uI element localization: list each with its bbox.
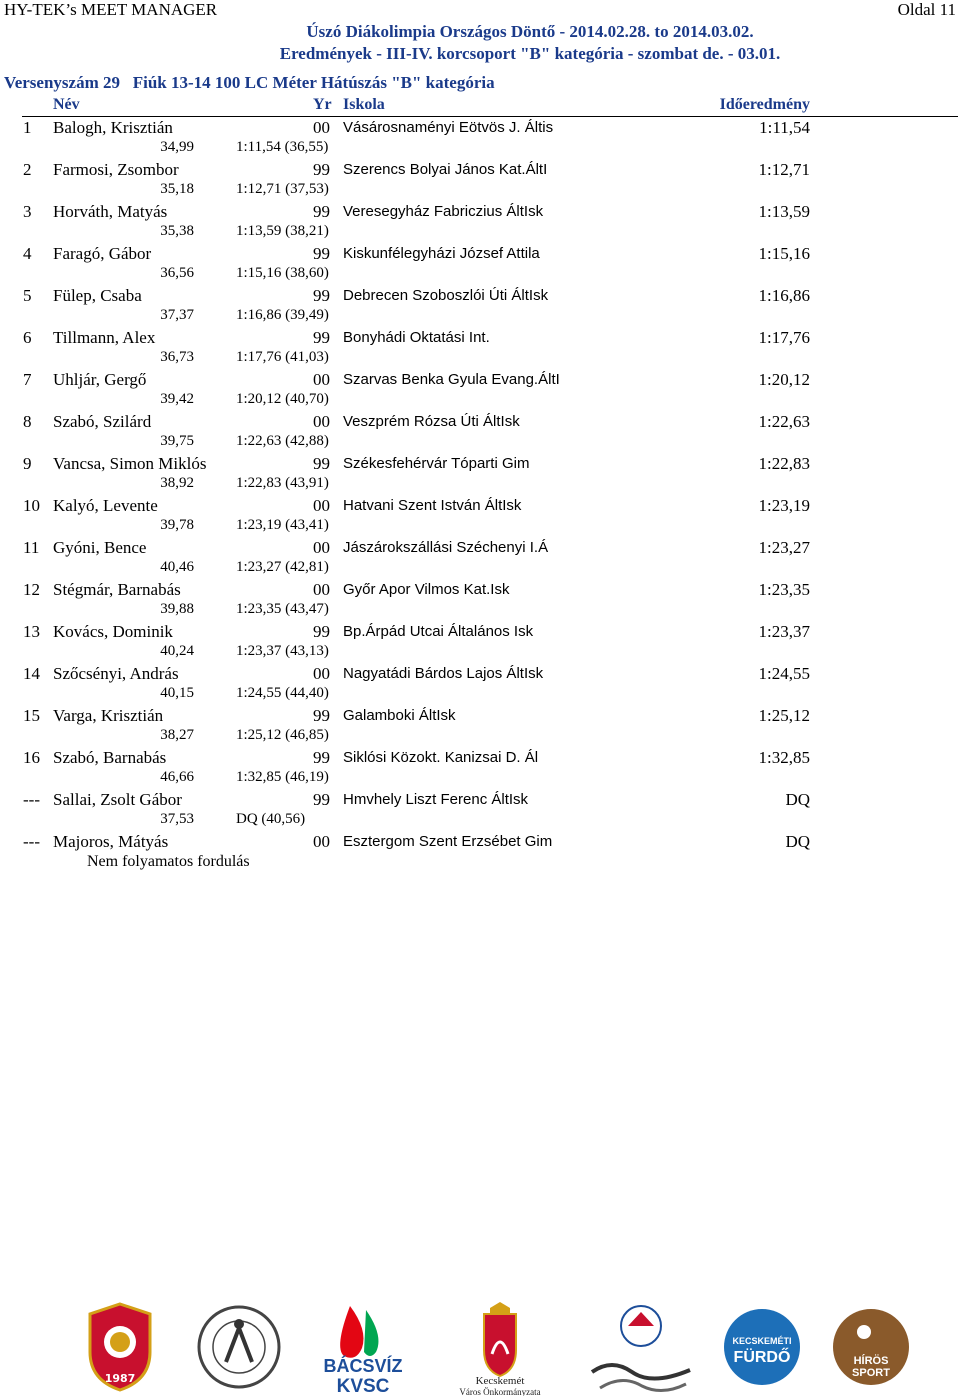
split-100m: 1:22,83 (43,91) — [236, 475, 329, 491]
birth-year: 99 — [313, 706, 330, 725]
school-name: Szarvas Benka Gyula Evang.ÁltI — [343, 371, 560, 388]
school-name: Győr Apor Vilmos Kat.Isk — [343, 581, 510, 598]
final-time: 1:23,27 — [758, 538, 810, 557]
split-100m: DQ (40,56) — [236, 811, 306, 827]
split-50m: 38,27 — [160, 727, 194, 743]
result-place: 7 — [23, 370, 32, 389]
split-50m: 37,53 — [160, 811, 194, 827]
final-time: 1:24,55 — [758, 664, 810, 683]
final-time: 1:22,63 — [758, 412, 810, 431]
birth-year: 00 — [313, 664, 330, 683]
split-100m: 1:32,85 (46,19) — [236, 769, 329, 785]
result-place: 10 — [23, 496, 40, 515]
birth-year: 99 — [313, 454, 330, 473]
split-100m: 1:23,37 (43,13) — [236, 643, 329, 659]
swimmer-name: Varga, Krisztián — [53, 706, 164, 725]
diaksport-logo — [196, 1300, 282, 1394]
school-name: Vásárosnaményi Eötvös J. Áltis — [343, 119, 554, 136]
split-50m: 35,38 — [160, 223, 194, 239]
split-50m: 40,24 — [160, 643, 194, 659]
birth-year: 99 — [313, 244, 330, 263]
col-school: Iskola — [343, 96, 385, 113]
split-100m: 1:20,12 (40,70) — [236, 391, 329, 407]
birth-year: 00 — [313, 496, 330, 515]
result-place: 4 — [23, 244, 32, 263]
col-time: Időeredmény — [719, 96, 810, 113]
swimmer-name: Faragó, Gábor — [53, 244, 152, 263]
split-50m: 46,66 — [160, 769, 194, 785]
result-place: 16 — [23, 748, 40, 767]
final-time: DQ — [785, 832, 810, 851]
hiros-bottom: SPORT — [852, 1367, 890, 1379]
birth-year: 00 — [313, 538, 330, 557]
kecskemet-crest — [448, 1300, 552, 1396]
swimmer-name: Szabó, Szilárd — [53, 412, 152, 431]
school-name: Hatvani Szent István ÁltIsk — [343, 497, 522, 514]
school-name: Hmvhely Liszt Ferenc ÁltIsk — [343, 791, 529, 808]
furdo-top: KECSKEMÉTI — [732, 1336, 792, 1346]
swimmer-name: Balogh, Krisztián — [53, 118, 173, 137]
birth-year: 99 — [313, 202, 330, 221]
swimmer-name: Tillmann, Alex — [53, 328, 156, 347]
result-place: 13 — [23, 622, 40, 641]
result-place: 15 — [23, 706, 40, 725]
final-time: 1:22,83 — [758, 454, 810, 473]
result-place: --- — [23, 832, 40, 851]
split-100m: 1:16,86 (39,49) — [236, 307, 329, 323]
birth-year: 99 — [313, 286, 330, 305]
split-50m: 37,37 — [160, 307, 194, 323]
final-time: 1:20,12 — [758, 370, 810, 389]
birth-year: 99 — [313, 622, 330, 641]
swimmer-name: Vancsa, Simon Miklós — [53, 454, 207, 473]
birth-year: 00 — [313, 412, 330, 431]
split-50m: 34,99 — [160, 139, 194, 155]
final-time: 1:15,16 — [758, 244, 810, 263]
hiros-sport-logo — [830, 1300, 912, 1394]
split-100m: 1:15,16 (38,60) — [236, 265, 329, 281]
swimmer-name: Kalyó, Levente — [53, 496, 158, 515]
software-name: HY-TEK’s MEET MANAGER — [4, 0, 218, 19]
birth-year: 00 — [313, 370, 330, 389]
result-place: 14 — [23, 664, 40, 683]
school-name: Debrecen Szoboszlói Úti ÁltIsk — [343, 287, 549, 304]
result-place: 5 — [23, 286, 32, 305]
header-rule — [22, 116, 958, 117]
final-time: 1:16,86 — [758, 286, 810, 305]
split-100m: 1:22,63 (42,88) — [236, 433, 329, 449]
final-time: 1:23,35 — [758, 580, 810, 599]
col-yr: Yr — [313, 96, 332, 113]
swimmer-name: Majoros, Mátyás — [53, 832, 169, 851]
bacsviz-logo — [310, 1300, 416, 1394]
school-name: Szerencs Bolyai János Kat.ÁltI — [343, 161, 548, 178]
swimmer-name: Gyóni, Bence — [53, 538, 147, 557]
school-name: Siklósi Közokt. Kanizsai D. Ál — [343, 749, 539, 766]
page-number: Oldal 11 — [897, 0, 956, 19]
split-50m: 39,42 — [160, 391, 194, 407]
split-50m: 40,15 — [160, 685, 194, 701]
birth-year: 00 — [313, 832, 330, 851]
meet-title: Úszó Diákolimpia Országos Döntő - 2014.02.28. to 2014.03.02. — [306, 22, 754, 41]
birth-year: 99 — [313, 790, 330, 809]
school-name: Bp.Árpád Utcai Általános Isk — [343, 623, 534, 640]
swimmer-name: Uhljár, Gergő — [53, 370, 147, 389]
kvsc-text: KVSC — [336, 1376, 390, 1394]
result-place: 8 — [23, 412, 32, 431]
split-100m: 1:25,12 (46,85) — [236, 727, 329, 743]
swimming-federation-logo — [582, 1300, 700, 1394]
dq-reason: Nem folyamatos fordulás — [87, 853, 250, 870]
split-50m: 39,88 — [160, 601, 194, 617]
final-time: 1:25,12 — [758, 706, 810, 725]
result-place: 12 — [23, 580, 40, 599]
school-name: Veszprém Rózsa Úti ÁltIsk — [343, 413, 520, 430]
split-50m: 39,78 — [160, 517, 194, 533]
furdo-logo — [722, 1300, 802, 1394]
split-100m: 1:17,76 (41,03) — [236, 349, 329, 365]
final-time: 1:11,54 — [759, 118, 810, 137]
school-name: Nagyatádi Bárdos Lajos ÁltIsk — [343, 665, 544, 682]
sponsor-logos — [0, 1300, 960, 1396]
swimmer-name: Kovács, Dominik — [53, 622, 173, 641]
final-time: 1:12,71 — [758, 160, 810, 179]
city-gov: Város Önkormányzata — [459, 1387, 541, 1396]
birth-year: 99 — [313, 328, 330, 347]
swimmer-name: Sallai, Zsolt Gábor — [53, 790, 182, 809]
bacsviz-text: BÁCSVÍZ — [323, 1356, 403, 1376]
result-place: 6 — [23, 328, 32, 347]
year-text: 1987 — [104, 1372, 136, 1385]
final-time: 1:23,19 — [758, 496, 810, 515]
split-50m: 38,92 — [160, 475, 194, 491]
school-name: Bonyhádi Oktatási Int. — [343, 329, 490, 346]
event-title: Versenyszám 29 Fiúk 13-14 100 LC Méter Hátúszás "B" kategória — [4, 73, 495, 92]
result-place: --- — [23, 790, 40, 809]
split-100m: 1:23,27 (42,81) — [236, 559, 329, 575]
birth-year: 00 — [313, 118, 330, 137]
final-time: 1:13,59 — [758, 202, 810, 221]
result-place: 1 — [23, 118, 32, 137]
school-name: Jászárokszállási Széchenyi I.Á — [343, 539, 549, 556]
school-name: Veresegyház Fabriczius ÁltIsk — [343, 203, 544, 220]
split-50m: 40,46 — [160, 559, 194, 575]
final-time: DQ — [785, 790, 810, 809]
result-place: 2 — [23, 160, 32, 179]
session-title: Eredmények - III-IV. korcsoport "B" kategória - szombat de. - 03.01. — [279, 44, 781, 63]
birth-year: 99 — [313, 160, 330, 179]
final-time: 1:17,76 — [758, 328, 810, 347]
split-100m: 1:23,19 (43,41) — [236, 517, 329, 533]
split-100m: 1:12,71 (37,53) — [236, 181, 329, 197]
result-place: 9 — [23, 454, 32, 473]
swimmer-name: Horváth, Matyás — [53, 202, 168, 221]
birth-year: 00 — [313, 580, 330, 599]
hiros-top: HÍRÖS — [853, 1355, 889, 1367]
split-100m: 1:13,59 (38,21) — [236, 223, 329, 239]
swimmer-name: Szabó, Barnabás — [53, 748, 167, 767]
final-time: 1:32,85 — [758, 748, 810, 767]
school-name: Székesfehérvár Tóparti Gim — [343, 455, 530, 472]
swimmer-name: Farmosi, Zsombor — [53, 160, 179, 179]
split-50m: 39,75 — [160, 433, 194, 449]
final-time: 1:23,37 — [758, 622, 810, 641]
col-name: Név — [53, 96, 80, 113]
swimmer-name: Stégmár, Barnabás — [53, 580, 181, 599]
mdsz-logo — [80, 1300, 160, 1394]
birth-year: 99 — [313, 748, 330, 767]
split-100m: 1:23,35 (43,47) — [236, 601, 329, 617]
split-50m: 36,56 — [160, 265, 194, 281]
result-place: 3 — [23, 202, 32, 221]
school-name: Esztergom Szent Erzsébet Gim — [343, 833, 553, 850]
swimmer-name: Szőcsényi, András — [53, 664, 179, 683]
city-name: Kecskemét — [475, 1375, 525, 1387]
furdo-bottom: FÜRDŐ — [733, 1349, 791, 1366]
swimmer-name: Fülep, Csaba — [53, 286, 142, 305]
school-name: Galamboki ÁltIsk — [343, 707, 456, 724]
school-name: Kiskunfélegyházi József Attila — [343, 245, 540, 262]
split-50m: 35,18 — [160, 181, 194, 197]
result-place: 11 — [23, 538, 40, 557]
split-100m: 1:11,54 (36,55) — [236, 139, 329, 155]
split-100m: 1:24,55 (44,40) — [236, 685, 329, 701]
split-50m: 36,73 — [160, 349, 194, 365]
